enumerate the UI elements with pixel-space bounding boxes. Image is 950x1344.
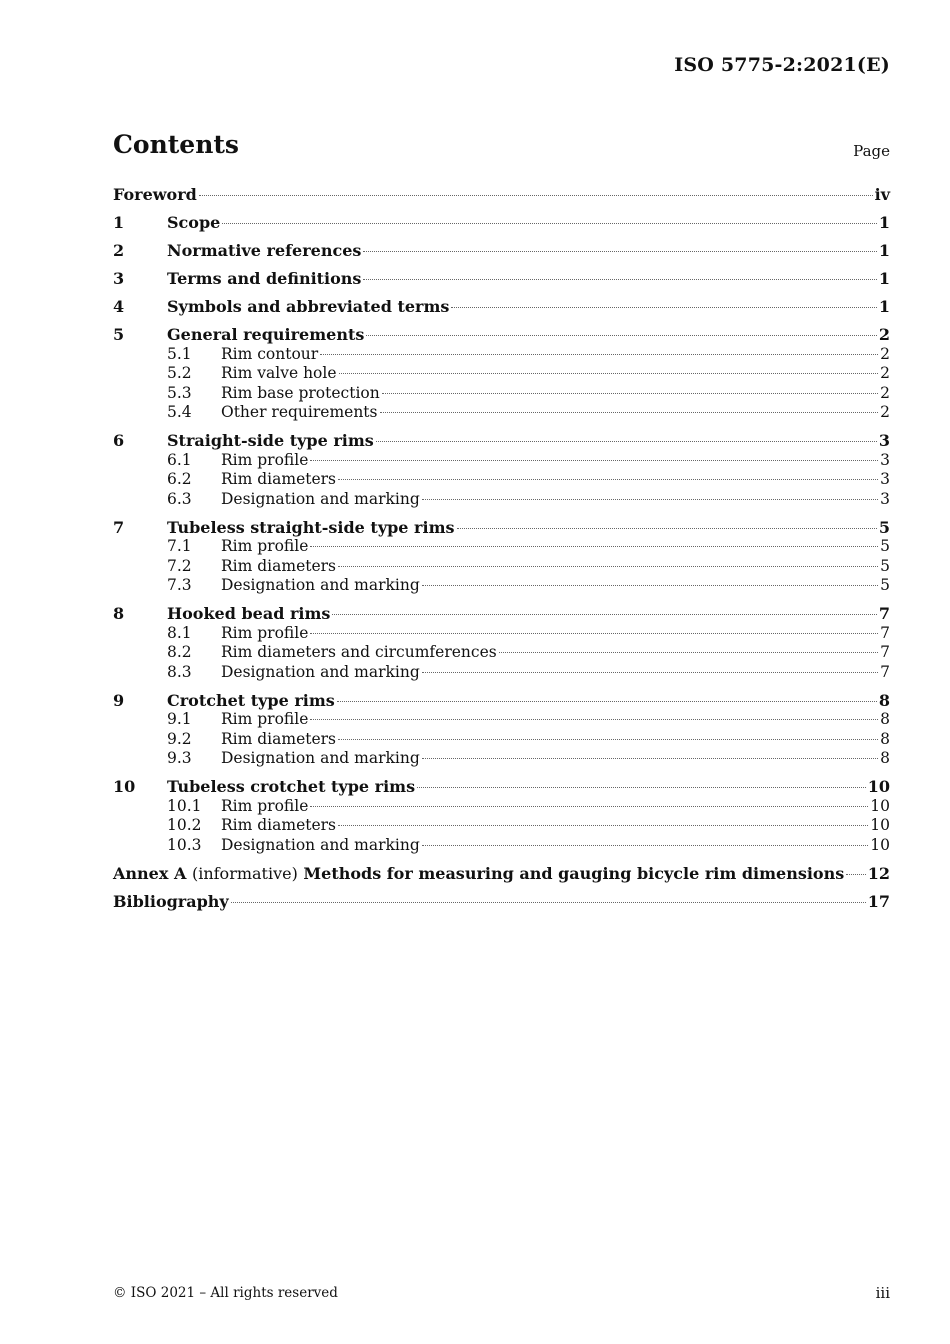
toc-entry-title: Foreword [113,185,197,204]
toc-entry-number: 8.3 [167,662,192,681]
toc-entry-page: 3 [878,431,890,450]
toc-subentry[interactable] [113,624,890,644]
toc-entry-page: 2 [880,383,890,402]
toc-subentry[interactable] [113,643,890,663]
dot-leader [222,223,877,224]
dot-leader [422,499,878,500]
toc-entry-title: Tubeless crotchet type rims [167,777,416,796]
toc-entry-title: Crotchet type rims [167,690,335,710]
toc-entry-page: 5 [880,537,890,555]
toc-entry[interactable] [113,777,890,797]
toc-entry-page: 3 [880,470,890,488]
toc-entry-page: 2 [880,403,890,421]
toc-subentry[interactable] [113,663,890,683]
dot-leader [846,874,866,875]
toc-entry-number: 5.3 [167,383,192,402]
toc-entry-number: 5 [113,325,125,344]
toc-entry-page: 1 [878,269,890,288]
toc-entry[interactable] [113,518,890,538]
toc-entry-number: 1 [113,213,125,232]
toc-entry-number: 6.2 [167,470,192,488]
toc-entry-title: Rim diameters [221,816,337,834]
dot-leader [417,787,866,788]
toc-entry-number: 6.3 [167,489,192,508]
toc-subentry[interactable] [113,364,890,384]
toc-entry-page: 10 [870,835,890,854]
toc-entry-title: Symbols and abbreviated terms [167,297,450,316]
toc-entry-number: 8.1 [167,623,192,642]
toc-entry-page: 10 [870,796,890,815]
toc-entry-page: 8 [878,690,890,710]
dot-leader [499,652,878,653]
toc-entry-title: General requirements [167,325,365,344]
toc-subentry[interactable] [113,384,890,404]
dot-leader [310,460,878,461]
toc-entry-number: 10.3 [167,835,202,854]
toc-entry-page: 7 [880,623,890,642]
dot-leader [338,739,878,740]
page-number: iii [875,1284,890,1302]
toc-entry-title: Designation and marking [221,749,420,767]
dot-leader [337,701,877,702]
toc-subentry[interactable] [113,470,890,490]
toc-entry-title: Normative references [167,241,362,260]
toc-entry-title: Rim profile [221,796,309,815]
dot-leader [320,354,878,355]
toc-entry-title: Designation and marking [221,835,420,854]
toc-entry-number: 6.1 [167,450,192,469]
toc-entry-number: 9.3 [167,749,192,767]
toc-entry-page: 8 [880,710,890,728]
toc-entry-page: 5 [878,517,890,537]
toc-entry-page: 7 [880,643,890,661]
toc-subentry[interactable] [113,345,890,365]
toc-entry-title: Designation and marking [221,576,420,594]
dot-leader [363,251,876,252]
toc-entry[interactable] [113,325,890,345]
toc-entry-title: Designation and marking [221,489,420,508]
toc-entry[interactable] [113,297,890,317]
dot-leader [310,546,878,547]
toc-entry[interactable] [113,213,890,233]
dot-leader [332,614,876,615]
annex-type: (informative) [191,863,298,883]
toc-entry[interactable] [113,431,890,451]
dot-leader [310,633,878,634]
toc-entry[interactable] [113,604,890,624]
toc-entry-page: 12 [867,863,890,883]
toc-entry-number: 6 [113,431,125,450]
toc-entry-title: Tubeless straight-side type rims [167,517,455,537]
toc-entry-page: 1 [878,241,890,260]
toc-subentry[interactable] [113,797,890,817]
toc-entry-page: 1 [878,213,890,232]
page-title: Contents [113,130,240,159]
dot-leader [199,195,873,196]
toc-subentry[interactable] [113,749,890,769]
copyright-notice: © ISO 2021 – All rights reserved [113,1285,338,1301]
toc-subentry[interactable] [113,710,890,730]
toc-entry-number: 10 [113,777,136,796]
dot-leader [338,479,878,480]
toc-entry-page: 7 [878,604,890,623]
toc-entry-page: 2 [878,325,890,344]
toc-entry-number: 8 [113,604,125,623]
dot-leader [380,412,879,413]
dot-leader [422,672,878,673]
toc-entry-title: Rim diameters [221,729,337,748]
toc-entry-page: 1 [878,297,890,316]
toc-entry[interactable] [113,269,890,289]
toc-entry-number: 5.2 [167,364,192,382]
toc-subentry[interactable] [113,730,890,750]
toc-entry-number: 2 [113,241,125,260]
dot-leader [338,825,868,826]
toc-subentry[interactable] [113,576,890,596]
toc-entry-title: Scope [167,213,221,232]
toc-subentry[interactable] [113,557,890,577]
toc-entry-title: Hooked bead rims [167,604,331,623]
annex-title: Methods for measuring and gauging bicycle rim dimensions [303,863,845,883]
toc-subentry[interactable] [113,816,890,836]
toc-entry-page: 3 [880,450,890,469]
toc-entry[interactable] [113,185,890,205]
toc-entry-title: Bibliography [113,891,229,911]
toc-entry-page: 5 [880,556,890,575]
toc-entry-page: 7 [880,662,890,681]
annex-label: Annex A [113,863,187,883]
toc-entry-number: 9.1 [167,710,192,728]
toc-entry[interactable] [113,691,890,711]
toc-entry-number: 10.2 [167,816,202,834]
toc-entry-page: 10 [870,816,890,834]
toc-entry-title: Rim base protection [221,383,380,402]
dot-leader [422,845,869,846]
toc-entry-title: Rim profile [221,623,309,642]
page-column-label: Page [853,142,890,160]
toc-entry-title: Designation and marking [221,662,420,681]
toc-entry-page: 8 [880,749,890,767]
toc-entry-page: 5 [880,576,890,594]
dot-leader [457,528,877,529]
toc-entry-title: Other requirements [221,403,378,421]
dot-leader [382,393,878,394]
toc-entry-title: Rim contour [221,344,319,363]
toc-entry-number: 5.4 [167,403,192,421]
dot-leader [451,307,876,308]
toc-entry-title: Rim diameters [221,556,337,575]
toc-entry-number: 7.3 [167,576,192,594]
toc-entry-page: 8 [880,729,890,748]
dot-leader [310,806,868,807]
dot-leader [376,441,877,442]
toc-entry[interactable] [113,892,890,912]
toc-entry-number: 7.1 [167,537,192,555]
dot-leader [310,719,878,720]
toc-entry-page: iv [874,185,890,204]
toc-subentry[interactable] [113,537,890,557]
toc-entry-title: Rim profile [221,710,309,728]
dot-leader [422,758,878,759]
toc-entry-number: 5.1 [167,344,192,363]
toc-entry-number: 7 [113,517,125,537]
toc-entry-page: 10 [867,777,890,796]
dot-leader [366,335,877,336]
toc-subentry[interactable] [113,403,890,423]
table-of-contents [113,185,890,911]
toc-entry-title: Terms and definitions [167,269,362,288]
toc-entry-number: 9.2 [167,729,192,748]
toc-subentry[interactable] [113,490,890,510]
toc-entry-title: Rim diameters and circumferences [221,643,497,661]
toc-entry-number: 4 [113,297,125,316]
toc-subentry[interactable] [113,836,890,856]
document-id: ISO 5775-2:2021(E) [674,54,890,76]
dot-leader [339,373,879,374]
toc-entry-title: Rim profile [221,537,309,555]
toc-entry[interactable] [113,241,890,261]
toc-entry-page: 17 [867,891,890,911]
toc-entry-page: 2 [880,344,890,363]
toc-entry-number: 8.2 [167,643,192,661]
toc-subentry[interactable] [113,451,890,471]
toc-entry-title: Rim profile [221,450,309,469]
toc-entry-title: Rim valve hole [221,364,337,382]
toc-entry-title: Rim diameters [221,470,337,488]
toc-entry-number: 9 [113,690,125,710]
dot-leader [422,585,878,586]
dot-leader [231,902,866,903]
toc-entry-title [113,864,844,884]
toc-entry-title: Straight-side type rims [167,431,374,450]
toc-entry-page: 2 [880,364,890,382]
toc-entry-number: 3 [113,269,125,288]
dot-leader [363,279,876,280]
toc-entry[interactable] [113,864,890,884]
dot-leader [338,566,878,567]
toc-entry-page: 3 [880,489,890,508]
toc-entry-number: 7.2 [167,556,192,575]
toc-entry-number: 10.1 [167,796,202,815]
